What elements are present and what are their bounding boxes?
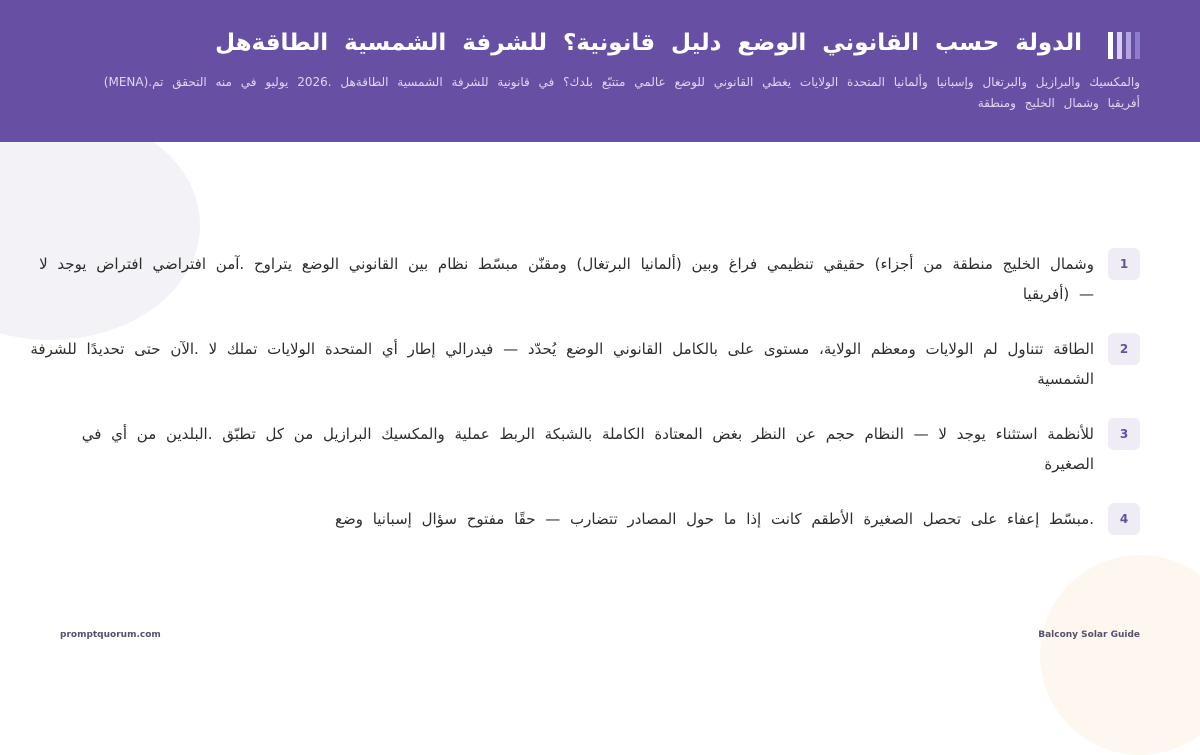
decorative-circle-right [1040,555,1200,755]
logo-bar [1117,32,1122,59]
header-banner [0,0,1200,142]
point-text: الطاقة تتناول لم الولايات ومعظم الولاية، مستوى على بالكامل القانوني الوضع يُحدّد — فيدرالي إطار أي المتحدة الولايات تملك لا .الآن حتى تحديدًا للشرفة الشمسية [30,340,1094,388]
list-item [30,333,1140,394]
point-text: للأنظمة استثناء يوجد لا — النظام حجم عن النظر بغض المعتادة الكاملة بالشبكة الربط عملية والمكسيك البرازيل من كل تطبّق .البلدين من أي في الصغيرة [81,425,1094,473]
logo-bars-icon [1108,32,1140,59]
number-badge: 2 [1108,333,1140,365]
page-title: الدولة حسب القانوني الوضع دليل قانونية؟ للشرفة الشمسية الطاقةهل [215,30,1082,56]
point-text: .مبسّط إعفاء على تحصل الصغيرة الأطقم كانت إذا ما حول المصادر تتضارب — حقًا مفتوح سؤال إسبانيا وضع [334,510,1094,528]
number-badge: 1 [1108,248,1140,280]
list-item [30,418,1140,479]
logo-bar [1108,32,1113,59]
key-points-list [30,248,1140,559]
logo-bar [1135,32,1140,59]
footer-guide-name: Balcony Solar Guide [1038,630,1140,640]
list-item [30,503,1140,535]
number-badge: 4 [1108,503,1140,535]
footer-site-link[interactable]: promptquorum.com [60,630,161,640]
logo-bar [1126,32,1131,59]
list-item [30,248,1140,309]
page-subtitle: والمكسيك والبرازيل والبرتغال وإسبانيا وألمانيا المتحدة الولايات يغطي القانوني للوضع عالمي متتبّع بلدك؟ في قانونية للشرفة الشمسية الطاقةهل .2026 يوليو في منه التحقق تم.(MENA) أفريقيا وشمال الخليج ومنطقة [103,75,1140,110]
point-text: وشمال الخليج منطقة من أجزاء) حقيقي تنظيمي فراغ وبين (ألمانيا البرتغال) ومقنّن مبسّط نظام بين القانوني الوضع يتراوح .آمن افتراضي افتراض يوجد لا — (أفريقيا [39,255,1094,303]
number-badge: 3 [1108,418,1140,450]
